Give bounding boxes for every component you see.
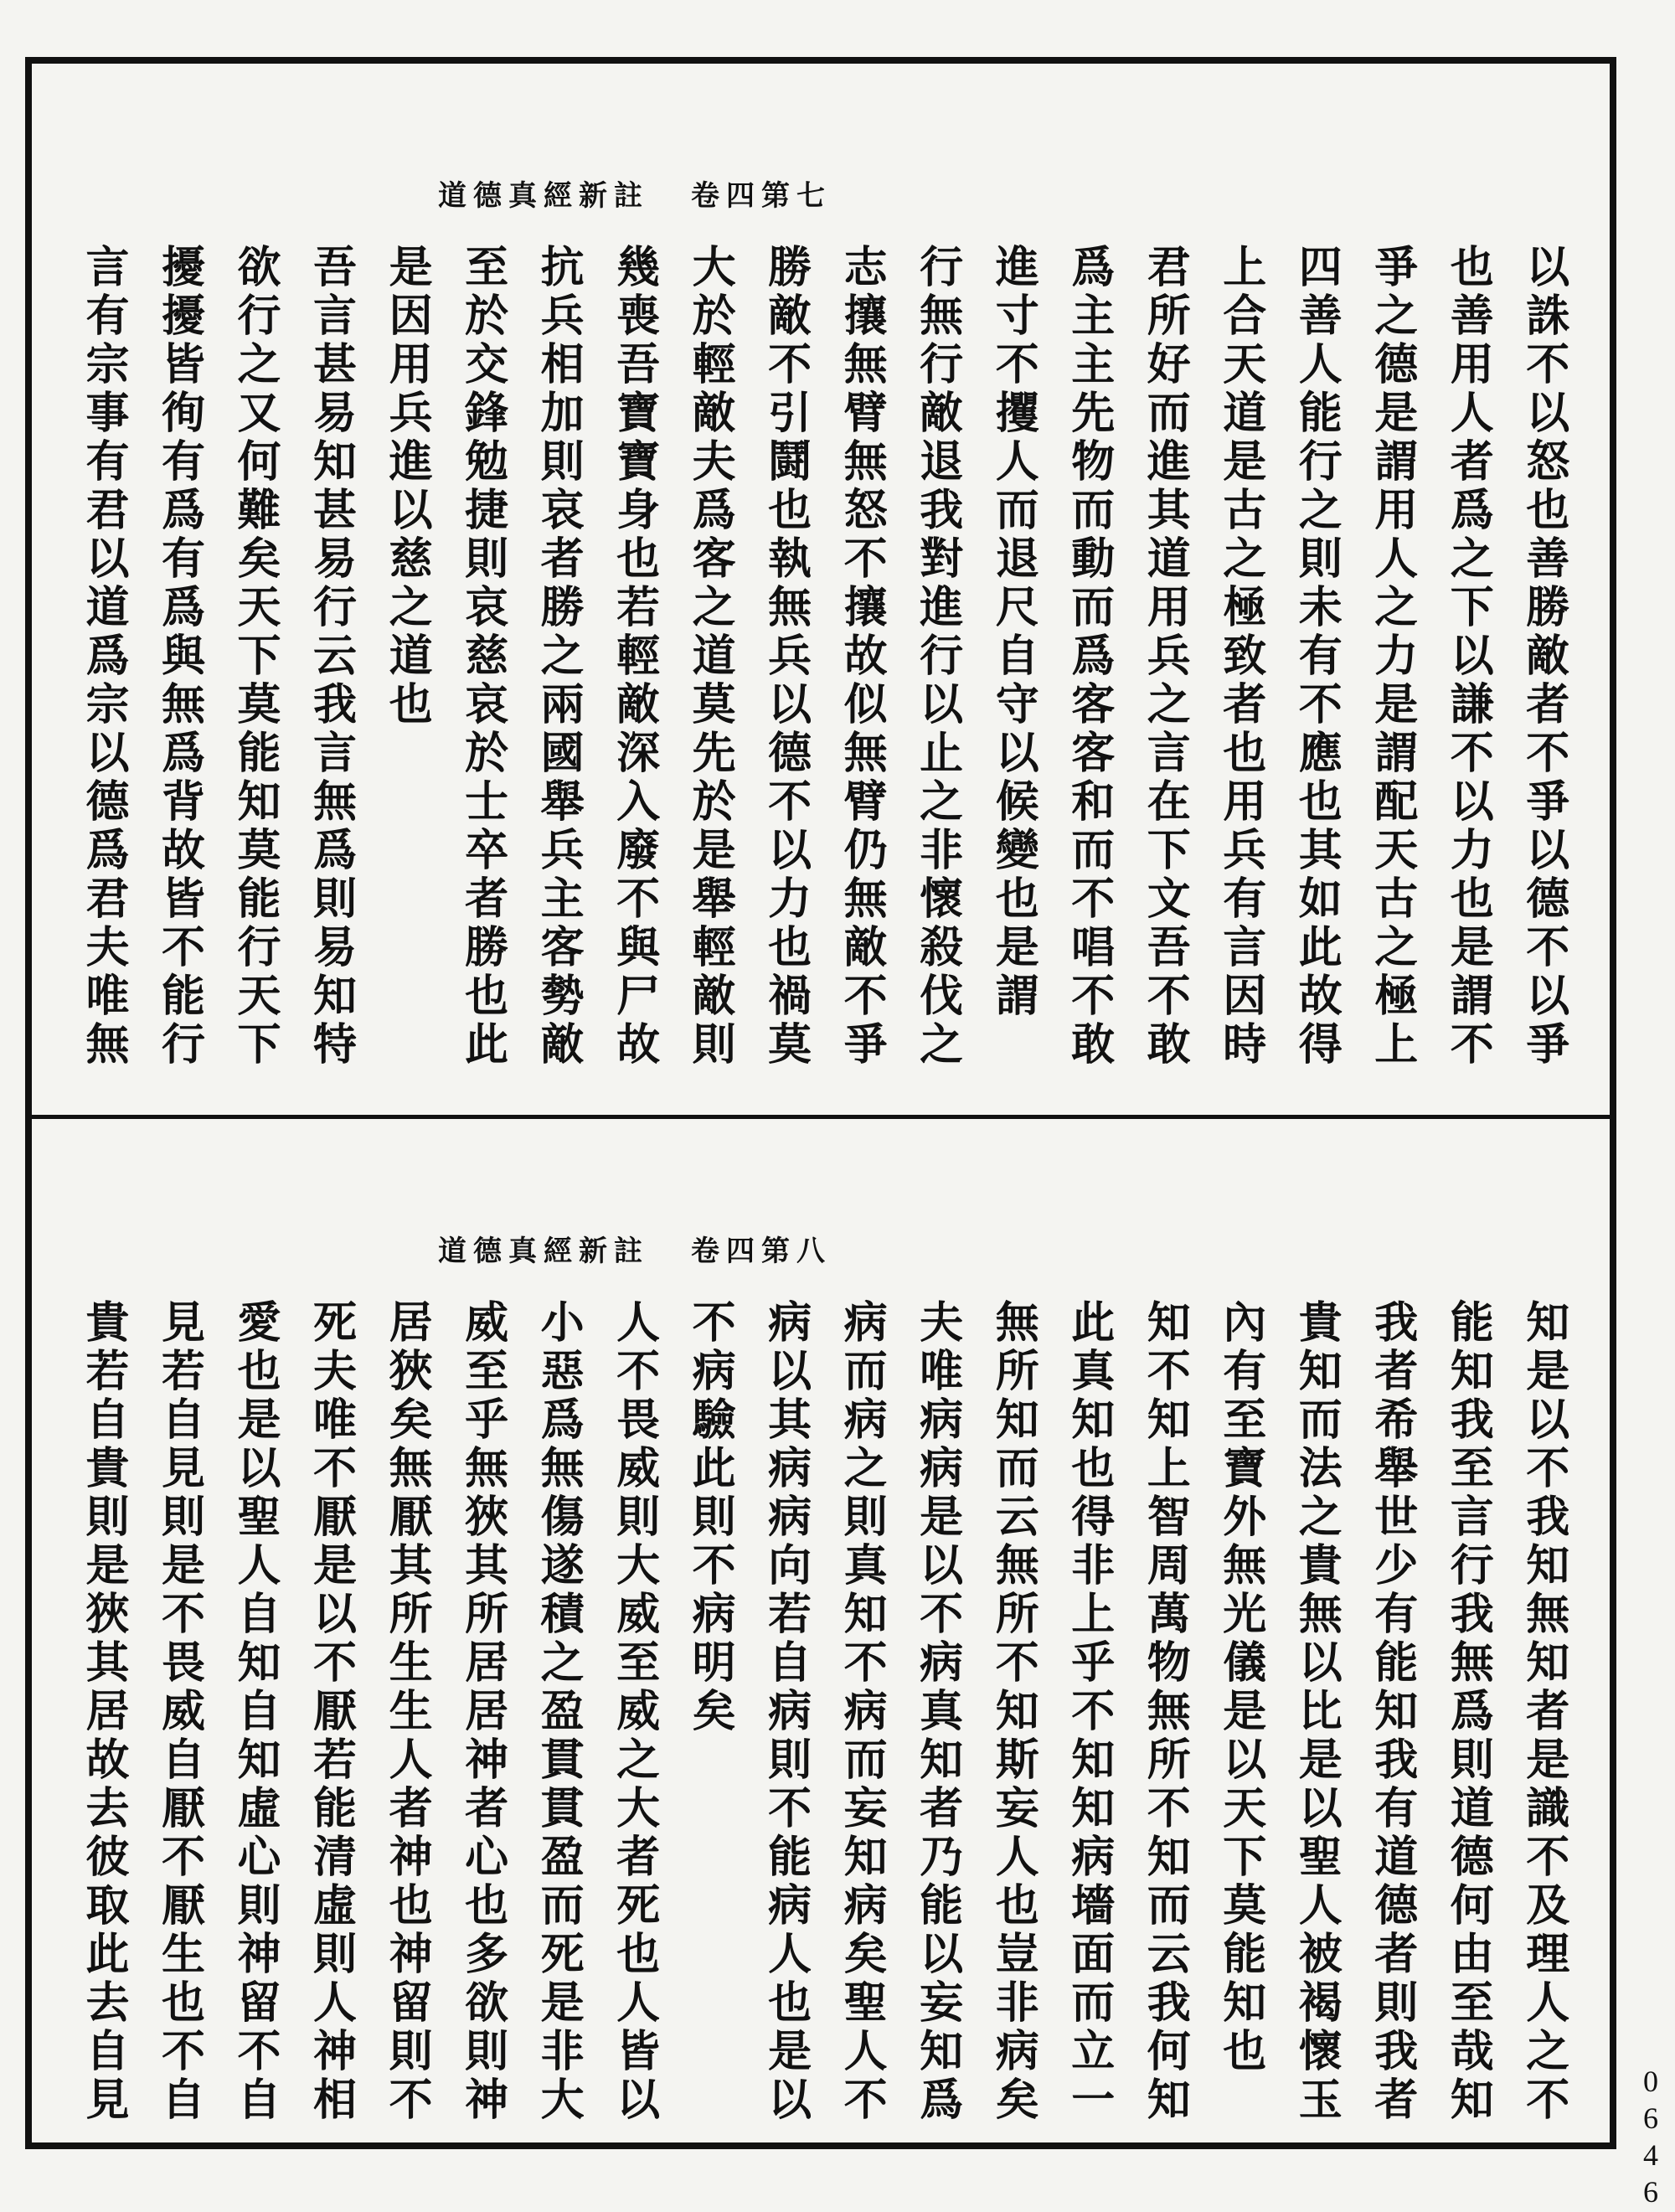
lower-text-columns	[65, 1299, 1581, 2145]
text-column: 見若自見則是不畏威自厭不厭生也不自	[153, 1299, 205, 2125]
text-column: 擾擾皆徇有爲有爲與無爲背故皆不能行	[153, 244, 205, 1070]
text-column: 病以其病病向若自病則不能病人也是以	[760, 1299, 812, 2125]
text-column: 志攘無臂無怒不攘故似無臂仍無敵不爭	[836, 244, 888, 1070]
page-number: 0646	[1634, 2065, 1667, 2212]
lower-leaf	[32, 1119, 1610, 2149]
text-column: 進寸不攫人而退尺自守以候變也是謂	[987, 244, 1039, 1021]
text-column: 內有至寶外無光儀是以天下莫能知也	[1214, 1299, 1266, 2076]
text-column: 君所好而進其道用兵之言在下文吾不敢	[1139, 244, 1191, 1070]
lower-header-volume: 卷四第八	[691, 1235, 832, 1268]
text-column: 知不知上智周萬物無所不知而云我何知	[1139, 1299, 1191, 2125]
text-column: 欲行之又何難矣天下莫能知莫能行天下	[229, 244, 281, 1070]
text-column: 無所知而云無所不知斯妄人也豈非病矣	[987, 1299, 1039, 2125]
text-column: 四善人能行之則未有不應也其如此故得	[1291, 244, 1343, 1070]
text-column: 爭之德是謂用人之力是謂配天古之極上	[1366, 244, 1418, 1070]
text-column: 死夫唯不厭是以不厭若能清虛則人神相	[305, 1299, 357, 2125]
text-column: 此真知也得非上乎不知知病墻面而立一	[1063, 1299, 1115, 2125]
upper-header-title: 道德真經新註	[438, 179, 649, 213]
page-frame	[25, 57, 1616, 2149]
text-column: 不病驗此則不病明矣	[684, 1299, 736, 1736]
text-column: 抗兵相加則哀者勝之兩國舉兵主客勢敵	[533, 244, 585, 1070]
text-column: 勝敵不引鬪也執無兵以德不以力也禍莫	[760, 244, 812, 1070]
text-column: 行無行敵退我對進行以止之非懷殺伐之	[911, 244, 963, 1070]
upper-leaf	[32, 64, 1610, 1119]
upper-header-volume: 卷四第七	[691, 179, 832, 213]
upper-header	[149, 173, 1121, 214]
text-column: 我者希舉世少有能知我有道德者則我者	[1366, 1299, 1418, 2125]
text-column: 幾喪吾寶寶身也若輕敵深入廢不與尸故	[608, 244, 660, 1070]
text-column: 居狹矣無厭其所生生人者神也神留則不	[381, 1299, 433, 2125]
text-column: 知是以不我知無知者是識不及理人之不	[1518, 1299, 1569, 2125]
text-column: 也善用人者爲之下以謙不以力也是謂不	[1442, 244, 1494, 1070]
text-column: 大於輕敵夫爲客之道莫先於是舉輕敵則	[684, 244, 736, 1070]
text-column: 人不畏威則大威至威之大者死也人皆以	[608, 1299, 660, 2125]
text-column: 能知我至言行我無爲則道德何由至哉知	[1442, 1299, 1494, 2125]
text-column: 以誅不以怒也善勝敵者不爭以德不以爭	[1518, 244, 1569, 1070]
text-column: 是因用兵進以慈之道也	[381, 244, 433, 730]
text-column: 貴若自貴則是狹其居故去彼取此去自見	[78, 1299, 129, 2125]
text-column: 貴知而法之貴無以比是以聖人被褐懷玉	[1291, 1299, 1343, 2125]
upper-text-columns	[65, 244, 1581, 1090]
lower-header	[149, 1228, 1121, 1269]
text-column: 爲主主先物而動而爲客客和而不唱不敢	[1063, 244, 1115, 1070]
text-column: 上合天道是古之極致者也用兵有言因時	[1214, 244, 1266, 1070]
text-column: 小惡爲無傷遂積之盈貫貫盈而死是非大	[533, 1299, 585, 2125]
text-column: 威至乎無狹其所居居神者心也多欲則神	[456, 1299, 508, 2125]
text-column: 言有宗事有君以道爲宗以德爲君夫唯無	[78, 244, 129, 1070]
lower-header-title: 道德真經新註	[438, 1235, 649, 1268]
text-column: 愛也是以聖人自知自知虛心則神留不自	[229, 1299, 281, 2125]
text-column: 吾言甚易知甚易行云我言無爲則易知特	[305, 244, 357, 1070]
text-column: 病而病之則真知不病而妄知病矣聖人不	[836, 1299, 888, 2125]
text-column: 夫唯病病是以不病真知者乃能以妄知爲	[911, 1299, 963, 2125]
text-column: 至於交鋒勉捷則哀慈哀於士卒者勝也此	[456, 244, 508, 1070]
